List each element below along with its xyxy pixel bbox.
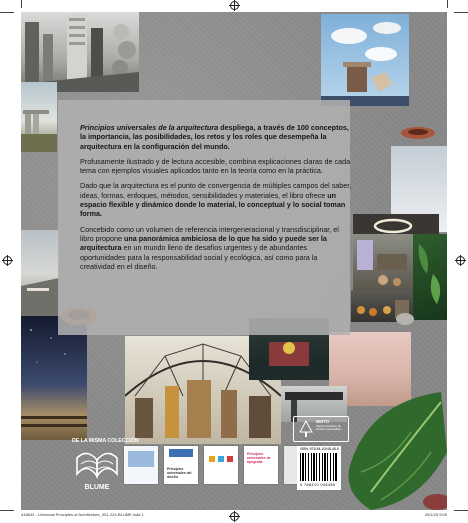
ceramics-studio-photo (353, 234, 413, 290)
book-title: Principios universales de la arquitectura (80, 123, 219, 132)
fsc-tree-icon (298, 420, 314, 438)
blurb (80, 123, 352, 277)
crop-mark (454, 12, 468, 13)
registration-mark-top (230, 1, 239, 10)
registration-mark-left (3, 256, 12, 265)
slug-file: 418642 - Universal Principles of Architecture_001-224-BLUME.indd 1 (21, 512, 144, 517)
collection-book-cover (244, 446, 278, 484)
collection-label: DE LA MISMA COLECCIÓN (72, 438, 139, 444)
gray-rock-object (395, 312, 415, 326)
crop-mark (0, 12, 14, 13)
collection-book-cover (204, 446, 238, 484)
slug-date: 29/1/25 9:05 (424, 512, 447, 517)
blurb-paragraph-2 (80, 157, 352, 176)
collection-book-title: Principios universales del diseño (167, 467, 192, 479)
collection-book-title: Principios universales de tipografía (247, 452, 271, 464)
blurb-emphasis: una panorámica ambiciosa de lo que ha sido y puede ser la arquitectura (80, 233, 327, 253)
blurb-text: Concebido como un volumen de referencia intergeneracional y transdisciplinar, el libro propone (80, 224, 339, 243)
barcode (297, 446, 341, 490)
cloud-sky-sculpture-photo (321, 14, 409, 106)
blume-open-book-icon (75, 448, 119, 482)
barcode-bars (300, 453, 338, 481)
blurb-text: en un mundo lleno de desafíos urgentes y de abundantes oportunidades para la responsabilidad social y ecológica, así como para la creatividad en el diseño. (80, 243, 318, 271)
coastal-ruin-photo (21, 82, 57, 152)
registration-mark-right (456, 256, 465, 265)
brutalist-tower-photo (21, 12, 139, 92)
barcode-digits: 9 788410 048485 (300, 483, 336, 487)
crop-mark (447, 0, 448, 8)
blurb-text: Dado que la arquitectura es el punto de convergencia de múltiples campos del saber, ideas, formas, enfoques, métodos, sensibilidades y materiales, el libro ofrece (80, 181, 352, 200)
fsc-badge (293, 416, 349, 442)
monstera-leaf-photo (341, 392, 447, 510)
blurb-emphasis: un espacio flexible y dinámico donde lo material, lo conceptual y lo social toman forma. (80, 190, 346, 219)
collection-book-cover (124, 446, 158, 484)
blurb-paragraph-1 (80, 123, 352, 151)
crop-mark (454, 510, 468, 511)
collection-book-cover (164, 446, 198, 484)
blurb-paragraph-3 (80, 181, 352, 218)
blurb-paragraph-4 (80, 225, 352, 271)
crop-mark (0, 510, 14, 511)
publisher-logo-text: BLUME (84, 484, 110, 491)
rooftop-terrace-photo (21, 230, 59, 316)
blurb-text: despliega, a través de 100 conceptos, la importancia, las posibilidades, los retos y los roles que desempeña la arquitectura en la configuración del mundo. (80, 123, 349, 151)
printer-slug (21, 512, 447, 517)
blurb-text: Profusamente ilustrado y de lectura accesible, combina explicaciones claras de cada tema con ejemplos visuales aplicados tanto en la teoría como en la práctica. (80, 156, 351, 176)
fsc-mark: MIXTO (316, 419, 330, 424)
green-leaf-wall-photo (413, 234, 447, 320)
copper-disc-object (399, 124, 437, 142)
crop-mark (21, 0, 22, 8)
fsc-text: Papel procedente de fuentes responsables (316, 425, 342, 432)
back-cover (21, 12, 447, 510)
isbn-text: ISBN: 978-84-10048-48-5 (300, 447, 339, 451)
